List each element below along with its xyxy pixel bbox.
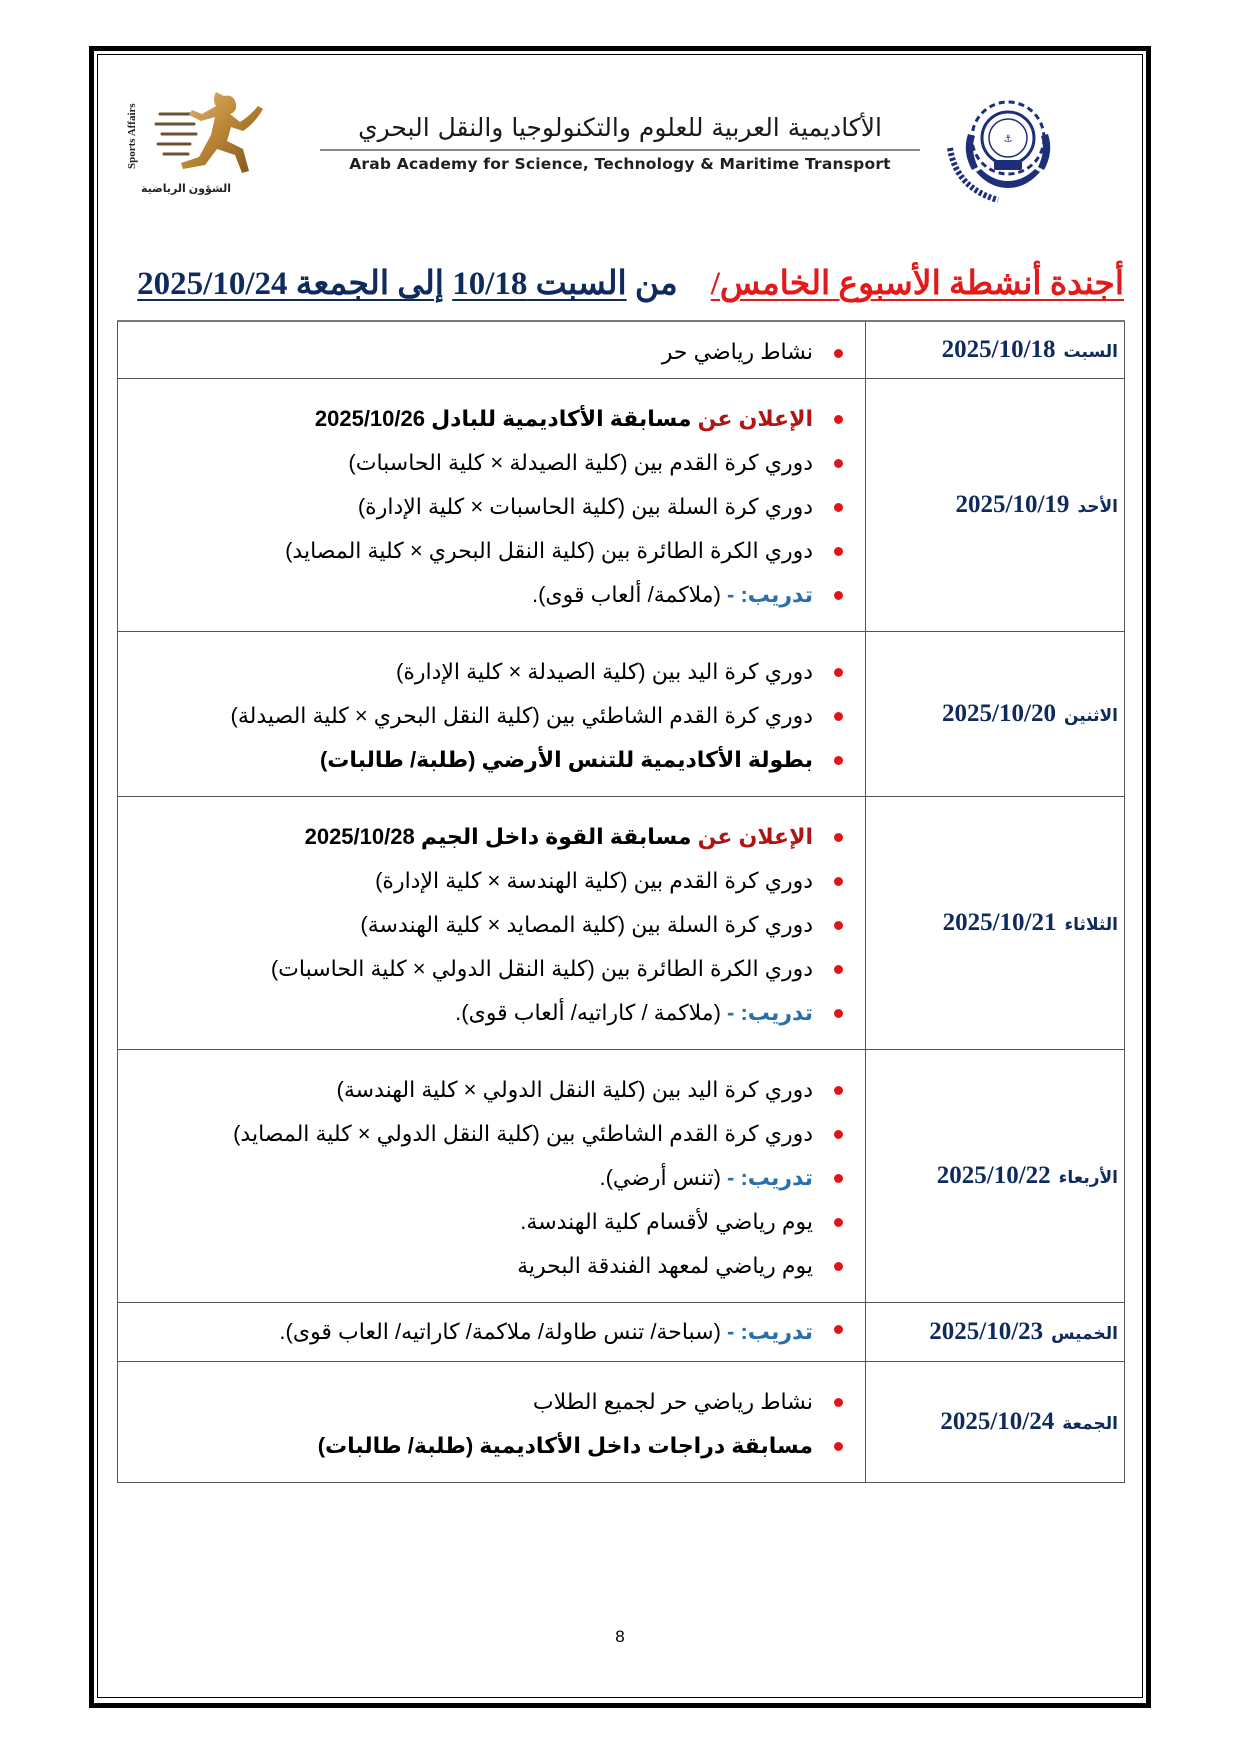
day-date: 2025/10/21 bbox=[942, 909, 1057, 936]
bullet-dot-icon bbox=[834, 1325, 843, 1334]
activity-item bbox=[118, 1112, 843, 1156]
schedule-row bbox=[118, 321, 1125, 379]
bullet-dot-icon bbox=[834, 591, 843, 600]
activity-text: دوري كرة القدم الشاطئي بين (كلية النقل البحري × كلية الصيدلة) bbox=[230, 703, 813, 728]
bullet-dot-icon bbox=[834, 1086, 843, 1095]
activities-cell bbox=[118, 379, 866, 632]
running-man-icon bbox=[154, 92, 274, 180]
day-date: 2025/10/20 bbox=[942, 700, 1056, 727]
activity-text: (ملاكمة / كاراتيه/ ألعاب قوى). bbox=[455, 1000, 721, 1025]
activity-text: مسابقة الأكاديمية للبادل 2025/10/26 bbox=[314, 406, 692, 431]
bullet-dot-icon bbox=[834, 547, 843, 556]
activity-list bbox=[118, 650, 865, 782]
bullet-dot-icon bbox=[834, 1130, 843, 1139]
activity-text: دوري الكرة الطائرة بين (كلية النقل الدولي × كلية الحاسبات) bbox=[270, 956, 813, 981]
activity-item bbox=[118, 441, 843, 485]
day-cell bbox=[866, 1362, 1125, 1483]
day-date: 2025/10/23 bbox=[929, 1318, 1044, 1345]
bullet-dot-icon bbox=[834, 668, 843, 677]
activity-item bbox=[118, 991, 843, 1035]
sports-affairs-logo bbox=[126, 92, 276, 200]
day-name: الثلاثاء bbox=[1064, 915, 1118, 935]
activity-text: دوري كرة السلة بين (كلية المصايد × كلية الهندسة) bbox=[360, 912, 813, 937]
activities-cell bbox=[118, 321, 866, 379]
activity-item bbox=[118, 331, 843, 373]
document-header bbox=[110, 92, 1135, 202]
activity-item bbox=[118, 485, 843, 529]
bullet-dot-icon bbox=[834, 712, 843, 721]
bullet-dot-icon bbox=[834, 459, 843, 468]
day-cell bbox=[866, 379, 1125, 632]
activity-text: مسابقة دراجات داخل الأكاديمية (طلبة/ طالبات) bbox=[317, 1433, 813, 1458]
bullet-dot-icon bbox=[834, 1174, 843, 1183]
day-date: 2025/10/19 bbox=[955, 491, 1070, 518]
activity-text: (سباحة/ تنس طاولة/ ملاكمة/ كاراتيه/ العاب قوى). bbox=[279, 1319, 721, 1344]
announcement-label: الإعلان عن bbox=[697, 824, 813, 849]
academy-seal-icon bbox=[940, 88, 1060, 206]
activities-cell bbox=[118, 1362, 866, 1483]
academy-name-block bbox=[300, 110, 940, 190]
bullet-dot-icon bbox=[834, 1218, 843, 1227]
schedule-row bbox=[118, 632, 1125, 797]
activity-item bbox=[118, 694, 843, 738]
activities-cell bbox=[118, 1050, 866, 1303]
schedule-row bbox=[118, 1303, 1125, 1362]
bullet-dot-icon bbox=[834, 1262, 843, 1271]
activity-item bbox=[118, 903, 843, 947]
activity-list bbox=[118, 815, 865, 1035]
day-date: 2025/10/22 bbox=[936, 1162, 1051, 1189]
page-title bbox=[118, 262, 1124, 306]
activity-item bbox=[118, 650, 843, 694]
title-to-day: إلى الجمعة 2025/10/24 bbox=[137, 266, 444, 302]
activity-item bbox=[118, 1307, 843, 1357]
day-name: الخميس bbox=[1051, 1324, 1118, 1344]
day-cell bbox=[866, 632, 1125, 797]
schedule-row bbox=[118, 379, 1125, 632]
bullet-dot-icon bbox=[834, 877, 843, 886]
activity-item bbox=[118, 815, 843, 859]
bullet-dot-icon bbox=[834, 349, 843, 358]
day-name: الاثنين bbox=[1063, 706, 1118, 726]
activity-list bbox=[118, 397, 865, 617]
day-cell bbox=[866, 1303, 1125, 1362]
day-cell bbox=[866, 321, 1125, 379]
sports-affairs-caption: الشؤون الرياضية bbox=[140, 183, 232, 195]
page-number: 8 bbox=[615, 1627, 625, 1646]
activity-item bbox=[118, 1244, 843, 1288]
bullet-dot-icon bbox=[834, 833, 843, 842]
activity-list bbox=[118, 1068, 865, 1288]
activities-cell bbox=[118, 1303, 866, 1362]
activity-item bbox=[118, 529, 843, 573]
day-name: الجمعة bbox=[1062, 1414, 1118, 1434]
bullet-dot-icon bbox=[834, 756, 843, 765]
activity-list bbox=[118, 1380, 865, 1468]
sports-affairs-vertical-text: Sports Affairs bbox=[126, 103, 138, 169]
day-name: الأحد bbox=[1077, 497, 1118, 517]
bullet-dot-icon bbox=[834, 921, 843, 930]
activity-text: يوم رياضي لأقسام كلية الهندسة. bbox=[520, 1209, 813, 1234]
schedule-row bbox=[118, 1362, 1125, 1483]
day-cell bbox=[866, 1050, 1125, 1303]
day-cell bbox=[866, 797, 1125, 1050]
activity-text: نشاط رياضي حر bbox=[661, 339, 813, 364]
activity-item bbox=[118, 859, 843, 903]
bullet-dot-icon bbox=[834, 1442, 843, 1451]
day-name: السبت bbox=[1063, 342, 1118, 362]
activity-list bbox=[118, 1307, 865, 1357]
day-date: 2025/10/24 bbox=[940, 1408, 1055, 1435]
activity-text: مسابقة القوة داخل الجيم 2025/10/28 bbox=[304, 824, 692, 849]
academy-name-english: Arab Academy for Science, Technology & Maritime Transport bbox=[349, 155, 891, 173]
activity-item bbox=[118, 397, 843, 441]
activity-text: دوري الكرة الطائرة بين (كلية النقل البحري × كلية المصايد) bbox=[285, 538, 813, 563]
activity-text: دوري كرة القدم الشاطئي بين (كلية النقل الدولي × كلية المصايد) bbox=[233, 1121, 813, 1146]
academy-name-arabic: الأكاديمية العربية للعلوم والتكنولوجيا والنقل البحري bbox=[358, 113, 882, 142]
activities-cell bbox=[118, 797, 866, 1050]
activity-text: دوري كرة اليد بين (كلية الصيدلة × كلية الإدارة) bbox=[396, 659, 813, 684]
activity-text: (ملاكمة/ ألعاب قوى). bbox=[531, 582, 721, 607]
activity-text: دوري كرة القدم بين (كلية الهندسة × كلية الإدارة) bbox=[375, 868, 813, 893]
academy-name-divider bbox=[320, 149, 920, 151]
activity-item bbox=[118, 1424, 843, 1468]
activity-item bbox=[118, 738, 843, 782]
training-label: تدريب: - bbox=[727, 582, 813, 607]
activity-item bbox=[118, 1068, 843, 1112]
activity-text: نشاط رياضي حر لجميع الطلاب bbox=[532, 1389, 813, 1414]
activities-cell bbox=[118, 632, 866, 797]
activity-item bbox=[118, 1380, 843, 1424]
activity-text: دوري كرة القدم بين (كلية الصيدلة × كلية الحاسبات) bbox=[348, 450, 813, 475]
bullet-dot-icon bbox=[834, 415, 843, 424]
schedule-row bbox=[118, 797, 1125, 1050]
activity-text: يوم رياضي لمعهد الفندقة البحرية bbox=[517, 1253, 813, 1278]
training-label: تدريب: - bbox=[727, 1319, 813, 1344]
activity-item bbox=[118, 947, 843, 991]
svg-text:⚓: ⚓ bbox=[1003, 134, 1013, 145]
bullet-dot-icon bbox=[834, 1009, 843, 1018]
schedule-row bbox=[118, 1050, 1125, 1303]
bullet-dot-icon bbox=[834, 503, 843, 512]
bullet-dot-icon bbox=[834, 1398, 843, 1407]
bullet-dot-icon bbox=[834, 965, 843, 974]
training-label: تدريب: - bbox=[727, 1165, 813, 1190]
activity-item bbox=[118, 1200, 843, 1244]
training-label: تدريب: - bbox=[727, 1000, 813, 1025]
activity-text: دوري كرة السلة بين (كلية الحاسبات × كلية الإدارة) bbox=[357, 494, 813, 519]
activity-item bbox=[118, 573, 843, 617]
activity-text: (تنس أرضي). bbox=[599, 1165, 721, 1190]
activity-item bbox=[118, 1156, 843, 1200]
activity-list bbox=[118, 331, 865, 373]
weekly-schedule-table bbox=[117, 320, 1125, 1483]
title-from-label: من bbox=[634, 266, 678, 302]
title-week-label: أجندة أنشطة الأسبوع الخامس/ bbox=[710, 266, 1124, 302]
day-date: 2025/10/18 bbox=[941, 336, 1056, 363]
announcement-label: الإعلان عن bbox=[697, 406, 813, 431]
activity-text: بطولة الأكاديمية للتنس الأرضي (طلبة/ طالبات) bbox=[319, 747, 813, 772]
activity-text: دوري كرة اليد بين (كلية النقل الدولي × كلية الهندسة) bbox=[336, 1077, 813, 1102]
day-name: الأربعاء bbox=[1058, 1168, 1118, 1188]
title-from-day: السبت 10/18 bbox=[452, 266, 627, 302]
